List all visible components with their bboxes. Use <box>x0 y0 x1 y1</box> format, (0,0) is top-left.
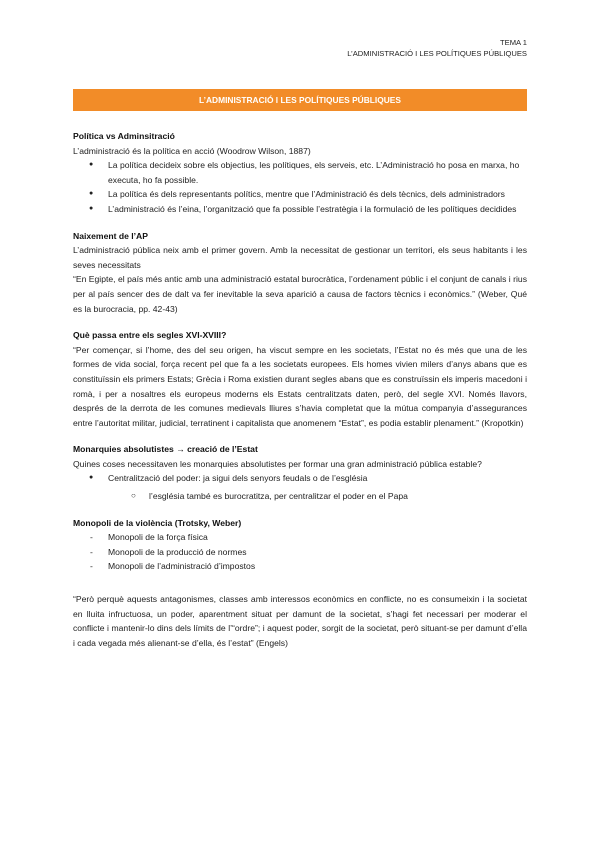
section-heading-monopoli: Monopoli de la violència (Trotsky, Weber) <box>73 517 242 528</box>
section-heading-segles: Què passa entre els segles XVI-XVIII? <box>73 330 227 341</box>
list-item: - Monopoli de la producció de normes <box>73 545 527 560</box>
paragraph: L’administració pública neix amb el primer govern. Amb la necessitat de gestionar un territori, els seus habitants i les seves necessitats <box>73 245 527 270</box>
list-item: - Monopoli de la força física <box>73 530 527 545</box>
title-banner: L’ADMINISTRACIÓ I LES POLÍTIQUES PÚBLIQUES <box>73 89 527 111</box>
dash-icon: - <box>90 561 93 572</box>
circle-bullet-icon: ○ <box>131 491 136 501</box>
bullet-icon: ● <box>89 190 94 198</box>
document-body <box>73 124 527 650</box>
list-item: ● L’administració és l’eina, l’organització que fa possible l’estratègia i la formulació de les polítiques decidides <box>73 202 527 217</box>
dash-icon: - <box>90 532 93 543</box>
bullet-icon: ● <box>89 474 94 482</box>
dash-icon: - <box>90 546 93 557</box>
list-item: ● La política és dels representants polítics, mentre que l’Administració és dels tècnics, dels administradors <box>73 187 527 202</box>
page-header <box>347 37 527 59</box>
list-item: ● Centralització del poder: ja sigui dels senyors feudals o de l’església <box>73 471 527 486</box>
bullet-list <box>73 471 527 503</box>
section-heading-politica: Política vs Adminsitració <box>73 131 175 141</box>
bullet-icon: ● <box>89 161 94 169</box>
bullet-list <box>73 158 527 216</box>
quote-paragraph: “En Egipte, el país més antic amb una administració estatal burocràtica, l’ordenament públic i el conjunt de canals i rius per al país sencer des de dalt va fer inevitable la seva aparició a causa de factors tècnics i econòmics.” (Weber, Qué es la burocracia, pp. 42-43) <box>73 274 527 314</box>
paragraph: Quines coses necessitaven les monarquies absolutistes per formar una gran administració pública estable? <box>73 458 482 469</box>
list-item: ● La política decideix sobre els objectius, les polítiques, els serveis, etc. L’Administració ho posa en marxa, ho executa, ho fa possible. <box>89 160 520 185</box>
section-heading-monarquies: Monarquies absolutistes → creació de l’Estat <box>73 444 258 455</box>
list-item: - Monopoli de l’administració d’impostos <box>73 559 527 574</box>
section-intro: L’administració és la política en acció (Woodrow Wilson, 1887) <box>73 145 311 156</box>
header-topic: TEMA 1 <box>499 38 527 47</box>
bullet-icon: ● <box>89 204 94 212</box>
header-title: L’ADMINISTRACIÓ I LES POLÍTIQUES PÚBLIQUES <box>347 49 527 58</box>
quote-paragraph: “Per començar, si l’home, des del seu origen, ha viscut sempre en les societats, l’Estat no és més que una de les formes de vida social, força recent pel que fa a les societats europees. Els homes vivien milers d’anys abans que es constituïssin els primers Estats; Grècia i Roma existien durant segles abans que es construïssin els imperis macedoni i romà, i per a nosaltres els europeus moderns els Estats centralitzats daten, però, del segle XVI. Només llavors, després de la derrota de les comunes medievals lliures s’havia completat que la mútua companyia d’assegurances entre l’autoritat militar, judicial, terratinent i capitalista que anomenem “Estat”, es podia establir plenament.” (Kropotkin) <box>73 344 527 428</box>
sub-list-item: ○ l’església també es burocratitza, per centralitzar el poder en el Papa <box>73 489 527 504</box>
section-heading-naixement: Naixement de l’AP <box>73 230 148 241</box>
quote-paragraph: “Però perquè aquests antagonismes, classes amb interessos econòmics en conflicte, no es consumeixin i la societat en lluita infructuosa, un poder, aparentment situat per damunt de la societat, s’hagi fet necessari per moderar el conflicte i mantenir-lo dins dels límits de l’“ordre”; i aquest poder, sorgit de la societat, però situant-se per damunt d’ella i cada vegada més alienant-se d’ella, és l’estat” (Engels) <box>73 594 527 648</box>
dash-list <box>73 530 527 574</box>
